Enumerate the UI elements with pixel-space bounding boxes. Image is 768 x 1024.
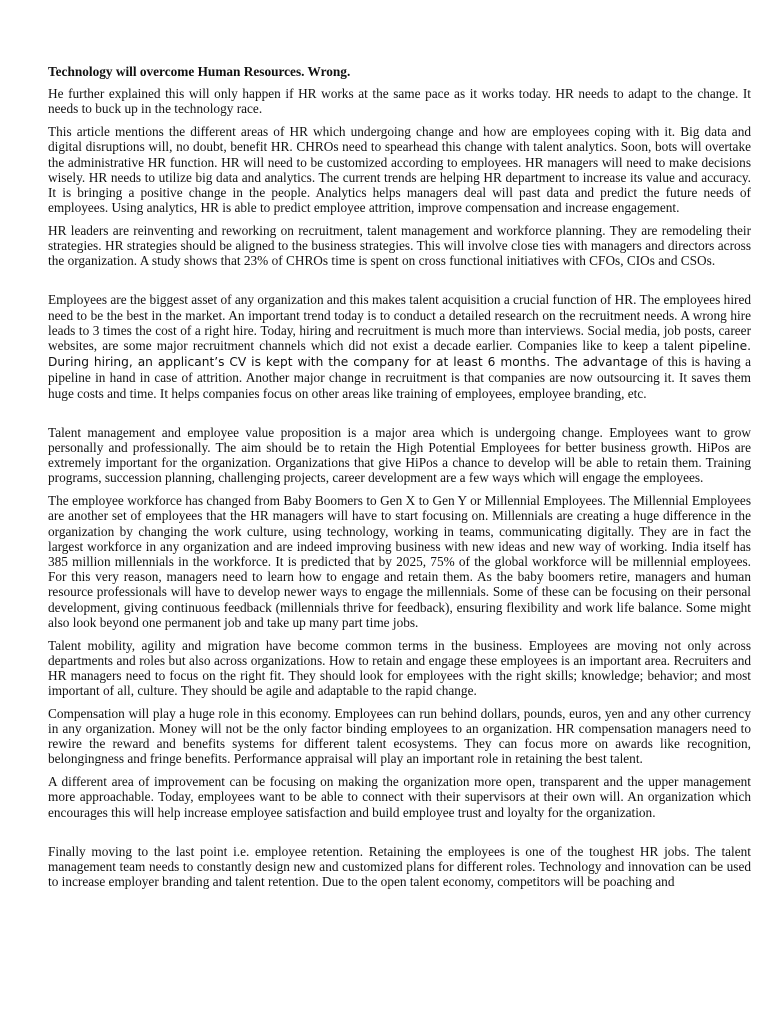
recruitment-text-styled: pipeline. During hiring, an applicant’s CV is kept with the company for at least 6 months. The advantage — [48, 339, 751, 370]
recruitment-text-start: Employees are the biggest asset of any organization and this makes talent acquisition a crucial function of HR. The employees hired need to be the best in the market. An important trend today is to conduct a detailed research on the recruitment needs. A wrong hire leads to 3 times the cost of a right hire. Today, hiring and recruitment is much more than interviews. Social media, job posts, career websites, are some major recruitment channels which did not exist a decade earlier. Companies like to keep a talent — [48, 292, 751, 354]
document-page — [48, 64, 751, 897]
paragraph-intro: He further explained this will only happen if HR works at the same pace as it works today. HR needs to adapt to the change. It needs to buck up in the technology race. — [48, 86, 751, 117]
paragraph-retention: Finally moving to the last point i.e. employee retention. Retaining the employees is one of the toughest HR jobs. The talent management team needs to constantly design new and customized plans for different roles. Technology and innovation can be used to increase employer branding and talent retention. Due to the open talent economy, competitors will be poaching and — [48, 843, 751, 890]
paragraph-millennials: The employee workforce has changed from Baby Boomers to Gen X to Gen Y or Millennial Employees. The Millennial Employees are another set of employees that the HR managers will have to start focusing on. Millennials are creating a huge difference in the organization by changing the work culture, using technology, working in teams, communicating digitally. They are in fact the largest workforce in any organization and are indeed improving business with new ideas and new way of working. India itself has 385 million millennials in the workforce. It is predicted that by 2025, 75% of the global workforce will be millennial employees. For this very reason, managers need to learn how to engage and retain them. As the baby boomers retire, managers and human resource professionals will have to develop newer ways to engage the millennials. Some of these can be focusing on their personal development, giving continuous feedback (millennials thrive for feedback), ensuring flexibility and work life balance. Some might also look beyond one permanent job and take up many part time jobs. — [48, 493, 751, 630]
paragraph-mobility: Talent mobility, agility and migration have become common terms in the business. Employees are moving not only across departments and roles but also across organizations. How to retain and engage these employees is an important area. Recruiters and HR managers need to focus on the right fit. They should look for employees with the right skills; knowledge; behavior; and most important of all, culture. They should be agile and adaptable to the rapid change. — [48, 637, 751, 699]
recruitment-text-end: of this is having a pipeline in hand in case of attrition. Another major change in recruitment is that companies are now outsourcing it. It saves them huge costs and time. It helps companies focus on other areas like training of employees, employee branding, etc. — [48, 354, 751, 401]
paragraph-compensation: Compensation will play a huge role in this economy. Employees can run behind dollars, pounds, euros, yen and any other currency in any organization. Money will not be the only factor binding employees to an organization. HR compensation managers need to rewire the reward and benefits systems for different talent ecosystems. They can focus more on awards like recognition, belongingness and fringe benefits. Performance appraisal will play an important role in retaining the best talent. — [48, 705, 751, 767]
paragraph-areas: This article mentions the different areas of HR which undergoing change and how are employees coping with it. Big data and digital disruptions will, no doubt, benefit HR. CHROs need to spearhead this change with talent analytics. Soon, bots will overtake the administrative HR function. HR will need to be customized according to employees. HR managers will need to make decisions wisely. HR needs to utilize big data and analytics. The current trends are helping HR department to increase its value and accuracy. It is bringing a positive change in the people. Analytics helps managers deal will past data and predict the future needs of employees. Using analytics, HR is able to predict employee attrition, improve compensation and increase engagement. — [48, 124, 751, 216]
article-title: Technology will overcome Human Resources. Wrong. — [48, 64, 351, 79]
paragraph-strategy: HR leaders are reinventing and reworking on recruitment, talent management and workforce planning. They are remodeling their strategies. HR strategies should be aligned to the business strategies. This will involve close ties with managers and directors across the organization. A study shows that 23% of CHROs time is spent on cross functional initiatives with CFOs, CIOs and CSOs. — [48, 222, 751, 269]
paragraph-recruitment — [48, 292, 751, 400]
paragraph-talent-management: Talent management and employee value proposition is a major area which is undergoing change. Employees want to grow personally and professionally. The aim should be to retain the High Potential Employees for better business growth. HiPos are extremely important for the organization. Organizations that give HiPos a chance to develop will be able to retain them. Training programs, succession planning, challenging projects, career development are a few ways which will engage the employees. — [48, 424, 751, 486]
paragraph-openness: A different area of improvement can be focusing on making the organization more open, transparent and the upper management more approachable. Today, employees want to be able to connect with their supervisors at their own will. An organization which encourages this will help increase employee satisfaction and build employee trust and loyalty for the organization. — [48, 774, 751, 820]
